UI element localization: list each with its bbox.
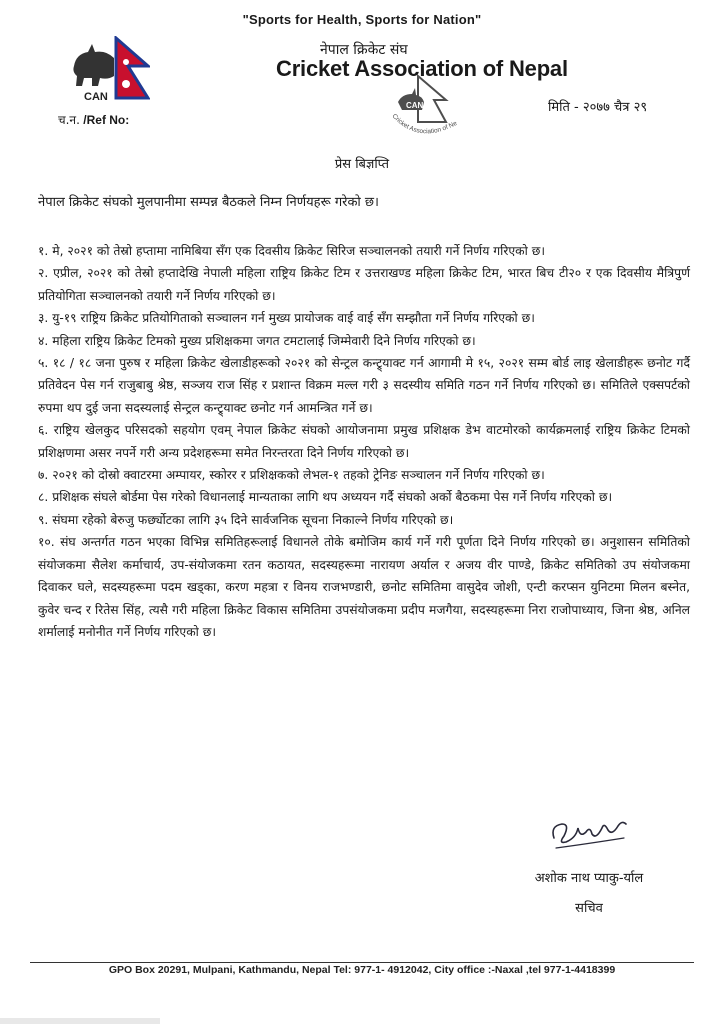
motto: "Sports for Health, Sports for Nation"	[242, 12, 482, 27]
ref-number	[58, 111, 129, 128]
footer-contact: GPO Box 20291, Mulpani, Kathmandu, Nepal Tel: 977-1- 4912042, City office :-Naxal ,tel 977-1-4418399	[108, 964, 616, 976]
decision-item: १०. संघ अन्तर्गत गठन भएका विभिन्न समितिहरूलाई विधानले तोके बमोजिम कार्य गर्ने गरी पूर्णता दिने निर्णय गरिएको छ। अनुशासन समितिको संयोजकमा सैलेश कर्माचार्य, उप-संयोजकमा रतन कठायत, सदस्यहरूमा नारायण अर्याल र अजय वीर पाण्डे, क्रिकेट समितिको उप संयोजकमा दिवाकर घले, सदस्यहरूमा पदम खड्का, करण महत्रा र विनय राजभण्डारी, छनोट समितिमा वासुदेव जोशी, एन्टी करप्सन युनिटमा मिलन बस्नेत, कुवेर चन्द र रितेस सिंह, त्यसै गरी महिला क्रिकेट विकास समितिमा उपसंयोजकमा प्रदीप मजगैया, सदस्यहरूमा निरा राजोपाध्याय, जिना श्रेष्ठ, अनिल शर्मालाई मनोनीत गर्ने निर्णय गरिएको छ।	[38, 535, 690, 639]
decision-item: ४. महिला राष्ट्रिय क्रिकेट टिमको मुख्य प्रशिक्षकमा जगत टमटालाई जिम्मेवारी दिने निर्णय गरिएको छ।	[38, 333, 476, 348]
decision-item: ७. २०२१ को दोस्रो क्वाटरमा अम्पायर, स्कोरर र प्रशिक्षकको लेभल-१ तहको ट्रेनिङ सञ्चालन गर्ने निर्णय गरिएको छ।	[38, 468, 545, 483]
decision-list	[38, 240, 690, 643]
decision-item: ८. प्रशिक्षक संघले बोर्डमा पेस गरेको विधानलाई मान्यताका लागि थप अध्ययन गर्दै संघको अर्को बैठकमा पेस गर्ने निर्णय गरिएको छ।	[38, 490, 613, 505]
intro-paragraph: नेपाल क्रिकेट संघको मुलपानीमा सम्पन्न बैठकले निम्न निर्णयहरू गरेको छ।	[38, 195, 379, 210]
official-seal-stamp-icon	[388, 72, 470, 142]
signatory-name: अशोक नाथ प्याकु-र्याल	[534, 871, 644, 886]
svg-text:CAN: CAN	[406, 101, 424, 110]
seal-text: Cricket Association of Ne	[390, 112, 459, 136]
decision-item: ९. संघमा रहेको बेरुजु फर्छ्योटका लागि ३५ दिने सार्वजनिक सूचना निकाल्ने निर्णय गरिएको छ।	[38, 512, 454, 527]
org-name-english: Cricket Association of Nepal	[276, 56, 568, 81]
logo-text: CAN	[84, 91, 108, 103]
decision-item: २. एप्रील, २०२१ को तेस्रो हप्तादेखि नेपाली महिला राष्ट्रिय क्रिकेट टिम र उत्तराखण्ड महिला क्रिकेट टिम, भारत बिच टी२० र एक दिवसीय मैत्रिपुर्ण प्रतियोगिता सञ्चालनको तयारी गर्ने निर्णय गरिएको छ।	[38, 266, 690, 303]
official-seal	[388, 72, 470, 142]
footer-divider	[30, 962, 694, 963]
decision-item: १. मे, २०२१ को तेस्रो हप्तामा नामिबिया सँग एक दिवसीय क्रिकेट सिरिज सञ्चालनको तयारी गर्ने निर्णय गरिएको छ।	[38, 244, 545, 258]
signatory-title: सचिव	[575, 901, 603, 916]
signature-icon	[546, 808, 636, 858]
rhino-flag-logo-icon	[70, 36, 150, 108]
handwritten-signature	[546, 808, 636, 858]
decision-item: ३. यु-१९ राष्ट्रिय क्रिकेट प्रतियोगिताको सञ्चालन गर्न मुख्य प्रायोजक वाई वाई सँग सम्झौता गर्ने निर्णय गरिएको छ।	[38, 311, 535, 326]
ref-label-nepali: च.न.	[58, 113, 80, 127]
page-corner-decoration	[0, 1014, 160, 1024]
org-name-nepali: नेपाल क्रिकेट संघ	[320, 42, 408, 58]
decision-item: ६. राष्ट्रिय खेलकुद परिसदको सहयोग एवम् नेपाल क्रिकेट संघको आयोजनामा प्रमुख प्रशिक्षक डेभ वाटमोरको कार्यक्रमलाई राष्ट्रिय क्रिकेट टिमको प्रशिक्षणमा असर नपर्ने गरी अन्य प्रदेशहरूमा समेत निरन्तरता दिने निर्णय गरिएको छ।	[38, 423, 690, 460]
can-logo	[70, 36, 150, 108]
ref-label-english: /Ref No:	[83, 113, 130, 127]
decision-item: ५. १८ / १८ जना पुरुष र महिला क्रिकेट खेलाडीहरूको २०२१ को सेन्ट्रल कन्ट्र्याक्ट गर्न आगामी मे १५, २०२१ सम्म बोर्ड लाइ खेलाडीहरू छनोट गर्दै प्रतिवेदन पेस गर्न राजुबाबु श्रेष्ठ, सञ्जय राज सिंह र प्रशान्त विक्रम मल्ल गरी ३ सदस्यीय समिति गठन गर्ने निर्णय गरिएको छ। समितिले एक्सपर्टको रुपमा थप दुई जना सदस्यलाई सेन्ट्रल कन्ट्र्याक्ट छनोट गर्न आमन्त्रित गर्ने छ।	[38, 356, 690, 415]
issue-date: मिति - २०७७ चैत्र २९	[548, 100, 648, 115]
document-title: प्रेस बिज्ञप्ति	[334, 157, 390, 172]
